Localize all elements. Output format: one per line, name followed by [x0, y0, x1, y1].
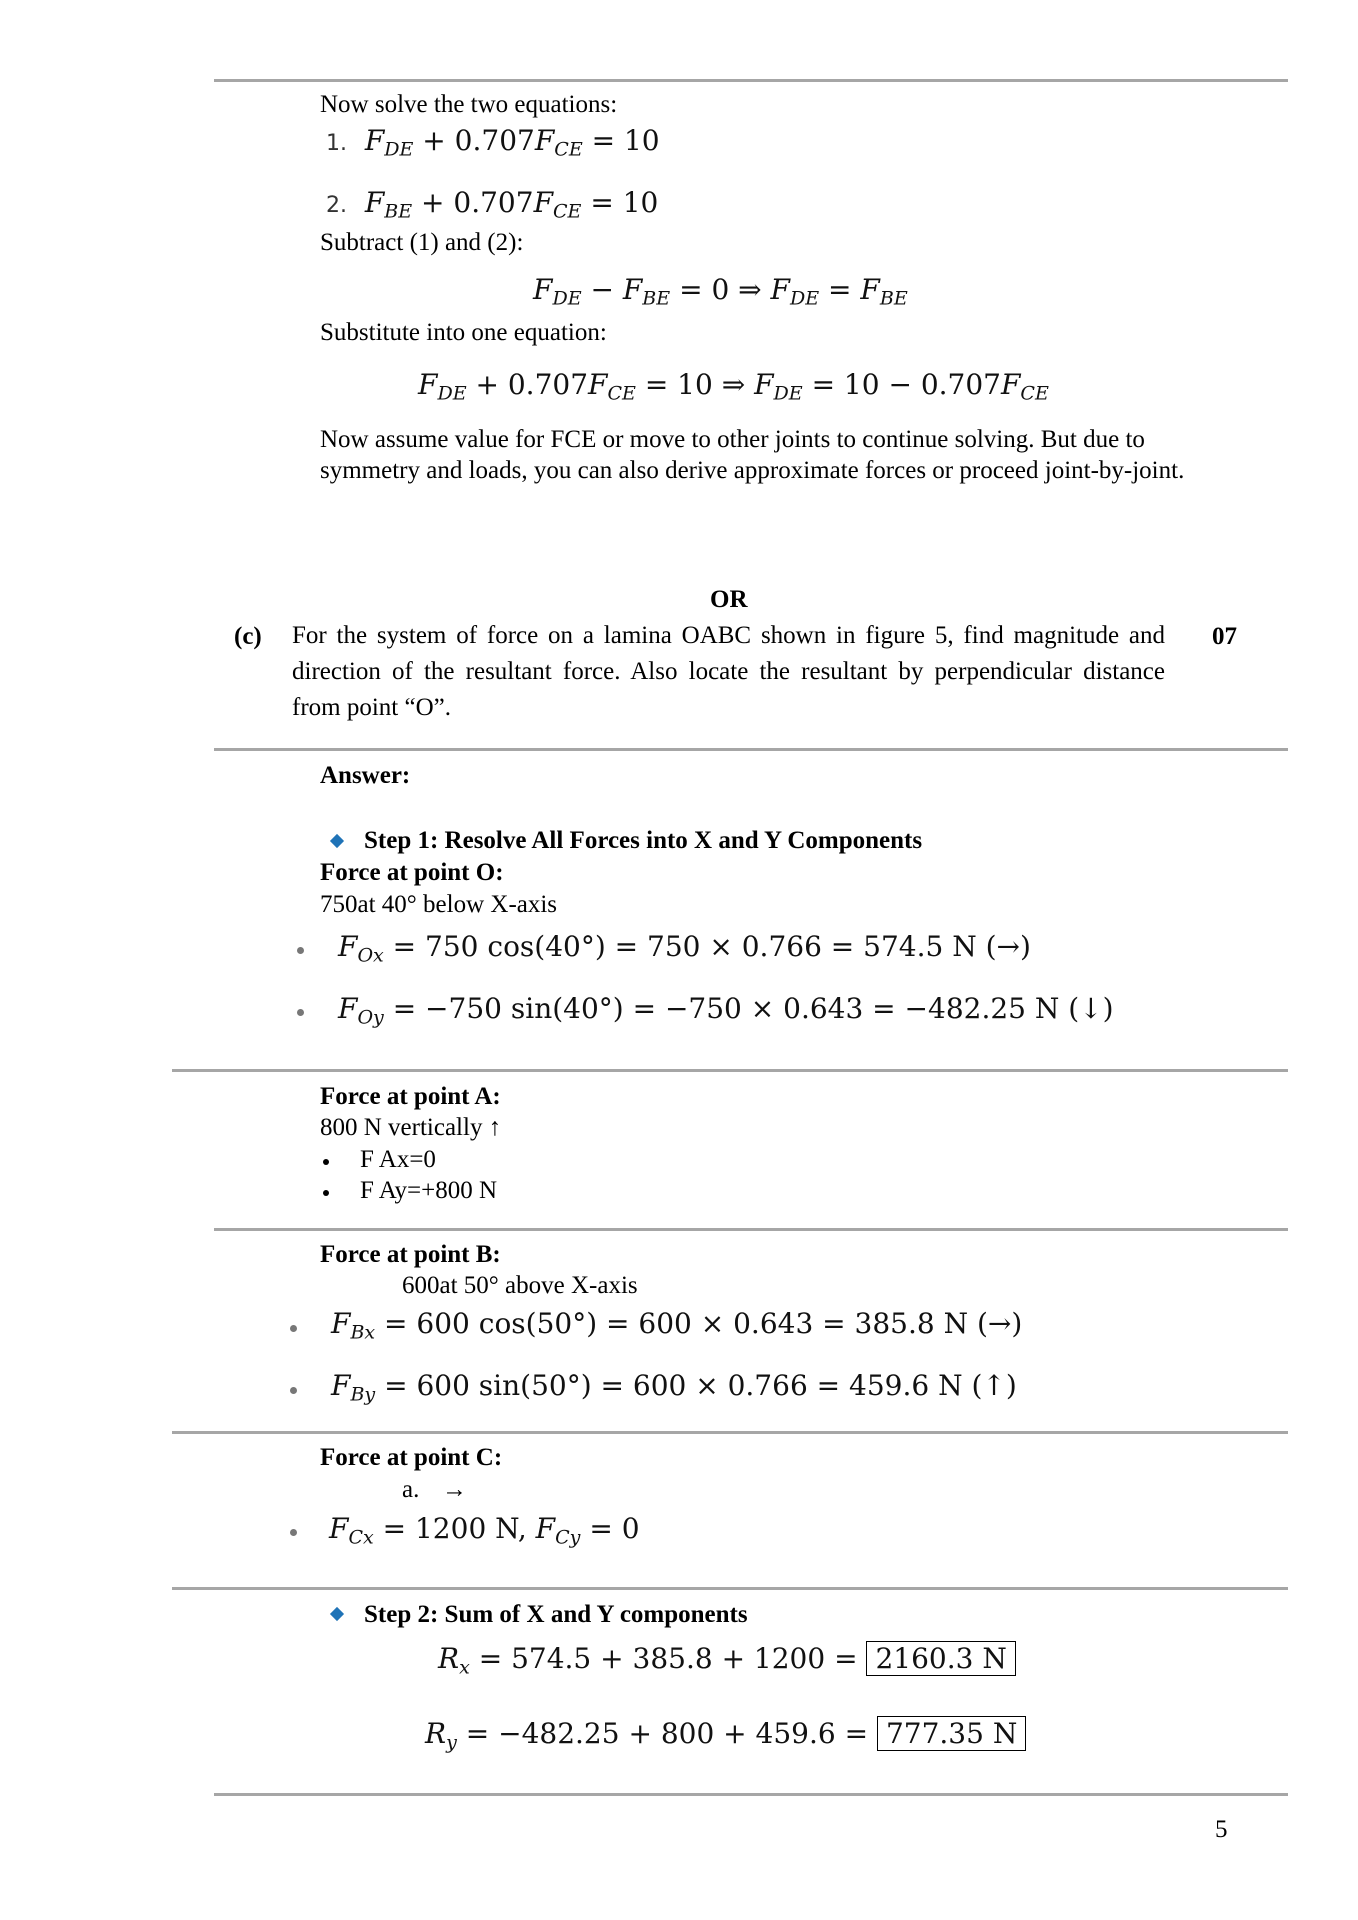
question-marks: 07: [1212, 623, 1237, 650]
point-o-heading: Force at point O:: [320, 859, 504, 886]
substitute-text: Substitute into one equation:: [320, 319, 607, 346]
bullet-dot-icon: [290, 1529, 297, 1536]
assume-paragraph: Now assume value for FCE or move to other joints to continue solving. But due to symmetry and loads, you can also derive approximate forces or proceed joint-by-joint.: [320, 426, 1185, 484]
bullet-dot-icon: [290, 1325, 297, 1332]
point-a-heading: Force at point A:: [320, 1083, 501, 1110]
rule-after-point-a: [214, 1228, 1288, 1231]
step1-heading: Step 1: Resolve All Forces into X and Y Components: [364, 827, 923, 854]
point-a-desc: 800 N vertically ↑: [320, 1114, 502, 1141]
step1-diamond-icon: [330, 834, 344, 848]
point-c-item-label: a.: [402, 1476, 420, 1503]
equation-2: 2. $F_{BE} + 0.707F_{CE} = 10$: [326, 186, 659, 223]
page-number: 5: [1215, 1816, 1228, 1843]
answer-label: Answer:: [320, 762, 411, 789]
ry-equation: $R_y = -482.25 + 800 + 459.6 = 777.35$ N: [425, 1716, 1026, 1760]
bullet-dot-icon: [297, 947, 304, 954]
bullet-dot-icon: [297, 1009, 304, 1016]
point-b-desc: 600at 50° above X-axis: [402, 1272, 638, 1299]
point-o-desc: 750at 40° below X-axis: [320, 891, 558, 918]
point-a-item-2: F Ay=+800 N: [360, 1177, 498, 1204]
question-part: (c): [234, 623, 262, 650]
f-oy-equation: $F_{Oy} = -750$ sin(40°) = −750 × 0.643 = −482.25 N (↓): [338, 992, 1114, 1029]
top-rule: [214, 79, 1288, 82]
rx-boxed-result: 2160.3 N: [866, 1641, 1015, 1676]
f-by-equation: $F_{By} = 600$ sin(50°) = 600 × 0.766 = 459.6 N (↑): [331, 1369, 1017, 1406]
bullet-icon: [323, 1190, 329, 1196]
intro-text: Now solve the two equations:: [320, 91, 618, 118]
rule-after-point-b: [172, 1431, 1288, 1434]
point-b-heading: Force at point B:: [320, 1241, 501, 1268]
bottom-rule: [214, 1793, 1288, 1796]
f-bx-equation: $F_{Bx} = 600$ cos(50°) = 600 × 0.643 = 385.8 N (→): [331, 1307, 1023, 1344]
equation-1: 1. $F_{DE} + 0.707F_{CE} = 10$: [326, 124, 660, 161]
point-c-heading: Force at point C:: [320, 1444, 503, 1471]
equation-2-number: 2.: [326, 193, 347, 218]
step2-diamond-icon: [330, 1607, 344, 1621]
equation-1-number: 1.: [326, 131, 347, 156]
rule-after-question: [214, 748, 1288, 751]
rx-equation: $R_x = 574.5 + 385.8 + 1200 = 2160.3$ N: [438, 1641, 1016, 1685]
step2-heading: Step 2: Sum of X and Y components: [364, 1601, 748, 1628]
point-a-item-1: F Ax=0: [360, 1146, 436, 1173]
bullet-dot-icon: [290, 1387, 297, 1394]
subtract-equation: $F_{DE} - F_{BE} = 0$ ⇒ $F_{DE} = F_{BE}$: [533, 273, 908, 310]
subtract-text: Subtract (1) and (2):: [320, 229, 524, 256]
or-label: OR: [710, 586, 748, 613]
point-c-item-arrow: →: [442, 1476, 467, 1503]
rule-after-point-o: [172, 1069, 1288, 1072]
substitute-equation: $F_{DE} + 0.707F_{CE} = 10$ ⇒ $F_{DE} = 10 - 0.707F_{CE}$: [418, 368, 1049, 405]
rule-after-point-c: [172, 1587, 1288, 1590]
bullet-icon: [323, 1159, 329, 1165]
ry-boxed-result: 777.35 N: [877, 1716, 1026, 1751]
question-text: For the system of force on a lamina OABC shown in figure 5, find magnitude and direction of the resultant force. Also locate the resultant by perpendicular distance from point “O”.: [292, 622, 1165, 721]
f-c-equation: $F_{Cx} = 1200$ N, $F_{Cy} = 0$: [329, 1512, 640, 1549]
f-ox-equation: $F_{Ox} = 750$ cos(40°) = 750 × 0.766 = 574.5 N (→): [338, 930, 1031, 967]
